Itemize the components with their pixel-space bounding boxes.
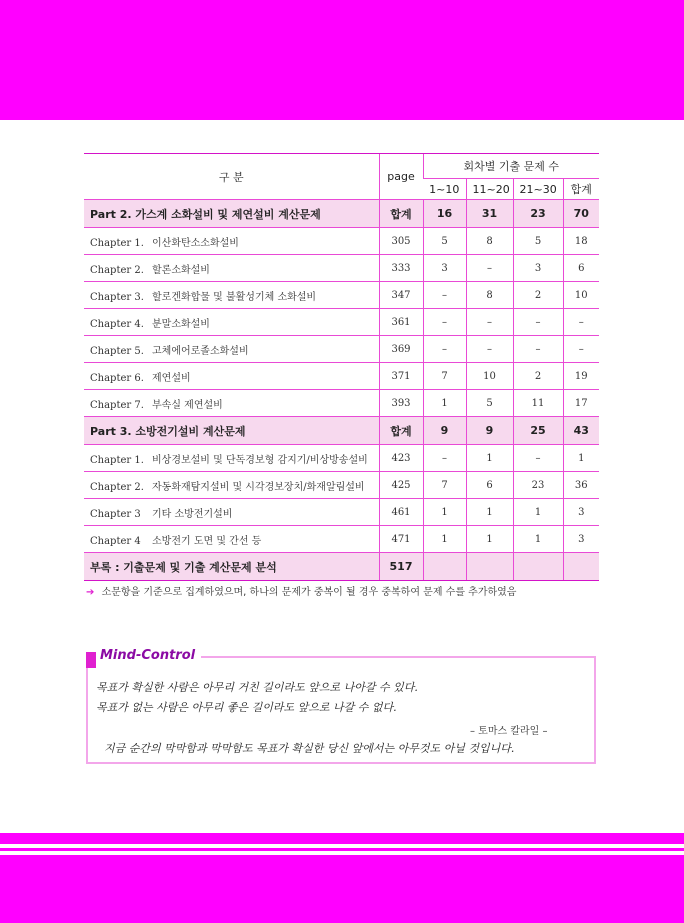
count-cell: –: [466, 309, 513, 336]
count-cell: 1: [466, 445, 513, 472]
count-cell: 2: [513, 363, 563, 390]
chapter-label: [84, 363, 379, 390]
page-cell: 471: [379, 526, 423, 553]
header-col-3: 21~30: [513, 179, 563, 200]
page-cell: 347: [379, 282, 423, 309]
page-cell: 425: [379, 472, 423, 499]
quote-line-3: 지금 순간의 막막함과 막막함도 목표가 확실한 당신 앞에서는 아무것도 아닐 것입니다.: [104, 742, 515, 755]
header-page: page: [379, 154, 423, 200]
count-cell: 8: [466, 228, 513, 255]
total-cell: 1: [563, 445, 599, 472]
chapter-label: [84, 255, 379, 282]
count-cell: –: [513, 336, 563, 363]
bottom-stripe-3: [0, 855, 684, 923]
count-cell: 16: [423, 200, 466, 228]
bottom-stripe-1: [0, 833, 684, 844]
total-cell: 6: [563, 255, 599, 282]
total-cell: 70: [563, 200, 599, 228]
page-cell: 305: [379, 228, 423, 255]
page-cell: 합계: [379, 417, 423, 445]
count-cell: –: [423, 336, 466, 363]
total-cell: –: [563, 309, 599, 336]
chapter-number: Chapter 1.: [90, 237, 144, 249]
bottom-stripe-2: [0, 848, 684, 851]
table-row: [84, 255, 599, 282]
mind-control-accent: [86, 652, 96, 668]
count-cell: 1: [466, 526, 513, 553]
table-row: [84, 499, 599, 526]
count-cell: –: [466, 255, 513, 282]
chapter-title: 소방전기 도면 및 간선 등: [152, 535, 262, 547]
page-cell: 333: [379, 255, 423, 282]
header-category: 구 분: [84, 154, 379, 200]
chapter-label: [84, 282, 379, 309]
count-cell: 1: [423, 390, 466, 417]
page-cell: 361: [379, 309, 423, 336]
count-cell: [423, 553, 466, 581]
page-cell: 합계: [379, 200, 423, 228]
count-cell: 1: [423, 499, 466, 526]
table-row: [84, 445, 599, 472]
chapter-label: [84, 526, 379, 553]
part-row: [84, 417, 599, 445]
count-cell: 3: [513, 255, 563, 282]
total-cell: 36: [563, 472, 599, 499]
page-cell: 423: [379, 445, 423, 472]
count-cell: 2: [513, 282, 563, 309]
table-row: [84, 526, 599, 553]
table-row: [84, 282, 599, 309]
chapter-title: 기타 소방전기설비: [152, 508, 233, 520]
count-cell: 6: [466, 472, 513, 499]
count-cell: 11: [513, 390, 563, 417]
chapter-label: [84, 499, 379, 526]
table-row: [84, 363, 599, 390]
chapter-number: Chapter 2.: [90, 481, 144, 493]
count-cell: –: [513, 445, 563, 472]
header-group: 회차별 기출 문제 수: [423, 154, 599, 179]
count-cell: 1: [513, 499, 563, 526]
header-col-total: 합계: [563, 179, 599, 200]
table-row: [84, 309, 599, 336]
chapter-label: [84, 445, 379, 472]
count-cell: 1: [423, 526, 466, 553]
chapter-title: 할론소화설비: [152, 264, 210, 276]
chapter-number: Chapter 1.: [90, 454, 144, 466]
count-cell: [466, 553, 513, 581]
chapter-title: 분말소화설비: [152, 318, 210, 330]
table-row: [84, 390, 599, 417]
chapter-label: [84, 472, 379, 499]
total-cell: –: [563, 336, 599, 363]
total-cell: 17: [563, 390, 599, 417]
count-cell: 5: [513, 228, 563, 255]
chapter-title: 제연설비: [152, 372, 191, 384]
chapter-label: [84, 336, 379, 363]
chapter-number: Chapter 5.: [90, 345, 144, 357]
part-label: 부록 : 기출문제 및 기출 계산문제 분석: [84, 553, 379, 581]
page-cell: 517: [379, 553, 423, 581]
footnote-text: 소문항을 기준으로 집계하였으며, 하나의 문제가 중복이 될 경우 중복하여 문제 수를 추가하였음: [101, 587, 517, 598]
count-cell: –: [466, 336, 513, 363]
chapter-label: [84, 228, 379, 255]
count-cell: 8: [466, 282, 513, 309]
total-cell: 43: [563, 417, 599, 445]
count-cell: 31: [466, 200, 513, 228]
total-cell: 18: [563, 228, 599, 255]
count-cell: –: [423, 445, 466, 472]
exam-count-table: [84, 153, 599, 581]
part-row: [84, 553, 599, 581]
chapter-title: 자동화재탐지설비 및 시각경보장치/화재알림설비: [152, 481, 365, 493]
count-cell: 10: [466, 363, 513, 390]
count-cell: 25: [513, 417, 563, 445]
chapter-title: 부속실 제연설비: [152, 399, 223, 411]
page-cell: 369: [379, 336, 423, 363]
total-cell: 19: [563, 363, 599, 390]
footnote: [86, 583, 516, 598]
count-cell: 9: [466, 417, 513, 445]
chapter-title: 고체에어로졸소화설비: [152, 345, 249, 357]
chapter-title: 이산화탄소소화설비: [152, 237, 239, 249]
bottom-magenta-band: [0, 833, 684, 923]
count-cell: 1: [466, 499, 513, 526]
chapter-number: Chapter 7.: [90, 399, 144, 411]
chapter-number: Chapter 4: [90, 535, 141, 547]
count-cell: 7: [423, 363, 466, 390]
quote-line-2: 목표가 없는 사람은 아무리 좋은 길이라도 앞으로 나갈 수 없다.: [96, 701, 397, 714]
chapter-title: 비상경보설비 및 단독경보형 감지기/비상방송설비: [152, 454, 368, 466]
chapter-label: [84, 309, 379, 336]
page-cell: 371: [379, 363, 423, 390]
count-cell: –: [513, 309, 563, 336]
count-cell: –: [423, 309, 466, 336]
count-cell: 3: [423, 255, 466, 282]
quote-author: – 토마스 칼라일 –: [470, 726, 548, 737]
count-cell: –: [423, 282, 466, 309]
total-cell: [563, 553, 599, 581]
total-cell: 10: [563, 282, 599, 309]
count-cell: 7: [423, 472, 466, 499]
top-magenta-band: [0, 0, 684, 120]
part-label: Part 2. 가스계 소화설비 및 제연설비 계산문제: [84, 200, 379, 228]
header-col-2: 11~20: [466, 179, 513, 200]
chapter-label: [84, 390, 379, 417]
quote-line-1: 목표가 확실한 사람은 아무리 거친 길이라도 앞으로 나아갈 수 있다.: [96, 681, 418, 694]
total-cell: 3: [563, 499, 599, 526]
chapter-number: Chapter 3: [90, 508, 141, 520]
count-cell: 1: [513, 526, 563, 553]
arrow-icon: ➔: [86, 587, 95, 598]
count-cell: 23: [513, 200, 563, 228]
chapter-title: 할로겐화합물 및 불활성기체 소화설비: [152, 291, 317, 303]
table-row: [84, 228, 599, 255]
chapter-number: Chapter 6.: [90, 372, 144, 384]
page-cell: 461: [379, 499, 423, 526]
count-cell: 5: [423, 228, 466, 255]
chapter-number: Chapter 3.: [90, 291, 144, 303]
count-cell: 5: [466, 390, 513, 417]
count-cell: 23: [513, 472, 563, 499]
table-row: [84, 336, 599, 363]
count-cell: 9: [423, 417, 466, 445]
page-cell: 393: [379, 390, 423, 417]
total-cell: 3: [563, 526, 599, 553]
chapter-number: Chapter 4.: [90, 318, 144, 330]
table-row: [84, 472, 599, 499]
chapter-number: Chapter 2.: [90, 264, 144, 276]
header-col-1: 1~10: [423, 179, 466, 200]
part-row: [84, 200, 599, 228]
count-cell: [513, 553, 563, 581]
mind-control-title: Mind-Control: [96, 648, 201, 663]
part-label: Part 3. 소방전기설비 계산문제: [84, 417, 379, 445]
